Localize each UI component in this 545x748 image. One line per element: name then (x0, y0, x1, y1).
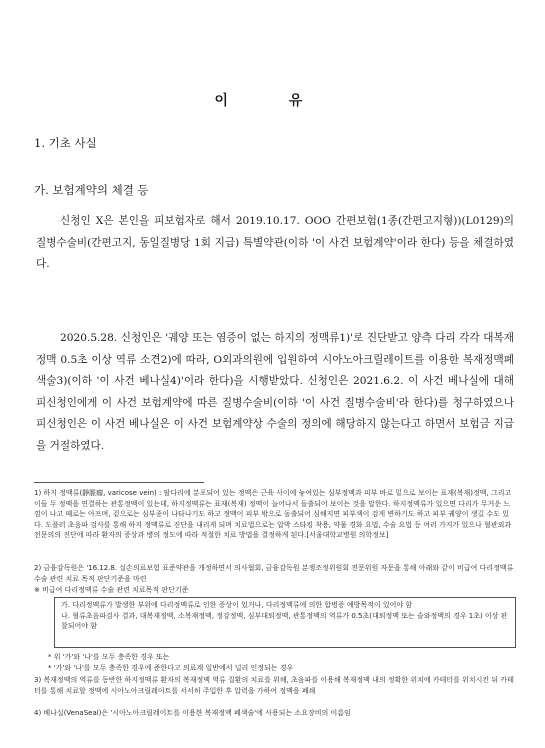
paragraph-diagnosis: 2020.5.28. 신청인은 '궤양 또는 염증이 없는 하지의 정맥류1)'로 진단받고 양측 다리 각각 대복재 정맥 0.5초 이상 역류 소견2)에 따라, O외과의원에 입원하여 시아노아크릴레이트를 이용한 복재정맥폐색술3)(이하 '이 사건 베나실4)'이라 한다)을 시행받았다. 신청인은 2021.6.2. 이 사건 베나실에 대해 피신청인에게 이 사건 보험계약에 따른 질병수술비(이하 '이 사건 질병수술비'라 한다)를 청구하였으나 피신청인은 이 사건 베나실은 이 사건 보험계약상 수술의 정의에 해당하지 않는다고 하면서 보험금 지급을 거절하였다. (36, 332, 514, 452)
subsection-heading-contract: 가. 보험계약의 체결 등 (34, 183, 149, 197)
criteria-note-2: * '가'와 '나'를 모두 충족한 경우에 준한다고 의료계 일반에서 널리 인정되는 경우 (48, 664, 294, 672)
footnote-3: 3) 복재정맥의 역류를 동반한 하지정맥류 환자의 복재정맥 역류 질환의 치료를 위해, 초음파를 이용해 복재정맥 내의 정확한 위치에 카테터를 위치시킨 뒤 카테터를 통해 치료할 정맥에 시아노아크릴레이트를 서서히 주입한 후 압력을 가하여 정맥을 폐쇄 (34, 676, 514, 695)
criteria-item-a: 가. 다리정맥류가 발생한 부위에 다리정맥류로 인한 증상이 있거나, 다리정맥류에 의한 합병증 예방목적이 있어야 함 (61, 601, 413, 609)
footnote-4: 4) 베나실(VenaSeal)은 '시아노아크릴레이트를 이용한 복재정맥 폐색술'에 사용되는 소요장비의 이름임 (34, 709, 351, 717)
criteria-note-1: * 위 '가'와 '나'를 모두 충족한 경우 또는 (48, 653, 170, 661)
footnote-1: 1) 하지 정맥류(靜脈瘤, varicose vein) : 팔다리에 분포되어 있는 정맥은 근육 사이에 놓여있는 심부정맥과 피부 바로 밑으로 보이는 표재(복재)정맥, 그리고 이들 두 정맥을 연결하는 관통정맥이 있는데, 하지정맥류는 표재(복재) 정맥이 늘어나서 돌출되어 보이는 것을 말한다. 하지정맥류가 있으면 다리가 무거운 느낌이 나고 때로는 아프며, 겉으로는 심부종이 나타나기도 하고 정맥이 피부 밖으로 돌출되어 심해지면 피부색이 검게 변하기도 하고 피부 궤양이 생길 수도 있다. 도플러 초음파 검사를 통해 하지 정맥류로 진단을 내리게 되며 치료법으로는 압박 스타킹 착용, 약물 경화 요법, 수술 요법 등 여러 가지가 있으나 혈관외과 전문의의 진단에 따라 환자의 증상과 병의 정도에 따라 적절한 치료 방법을 결정하게 된다.[서울대학교병원 의학정보] (34, 489, 512, 539)
section-heading-basic-facts: 1. 기초 사실 (34, 136, 97, 150)
footnote-2: 2) 금융감독원은 '16.12.8. 실손의료보험 표준약관을 개정하면서 의사협회, 금융감독원 분쟁조정위원회 전문위원 자문을 통해 아래와 같이 비급여 다리정맥류 수술 관련 치료 목적 판단기준을 마련 (34, 564, 514, 583)
criteria-item-b: 나. 혈류초음파검사 결과, 대복재정맥, 소복재정맥, 정강정맥, 심부대퇴정맥, 관통정맥의 역류가 0.5초(대퇴정맥 또는 슬와정맥의 경우 1초) 이상 판찰되어야 함 (61, 611, 508, 630)
criteria-box (54, 597, 516, 648)
page-title: 이 유 (214, 93, 331, 109)
criteria-heading: ※ 비급여 다리정맥류 수술 관련 치료목적 판단기준 (34, 586, 189, 594)
footnote-separator (34, 482, 204, 483)
paragraph-contract: 신청인 X은 본인을 피보험자로 해서 2019.10.17. OOO 간편보험(1종(간편고지형))(L0129)의 질병수술비(간편고지, 동일질병당 1회 지급) 특별약관(이하 '이 사건 보험계약'이라 한다) 등을 체결하였다. (36, 215, 514, 270)
